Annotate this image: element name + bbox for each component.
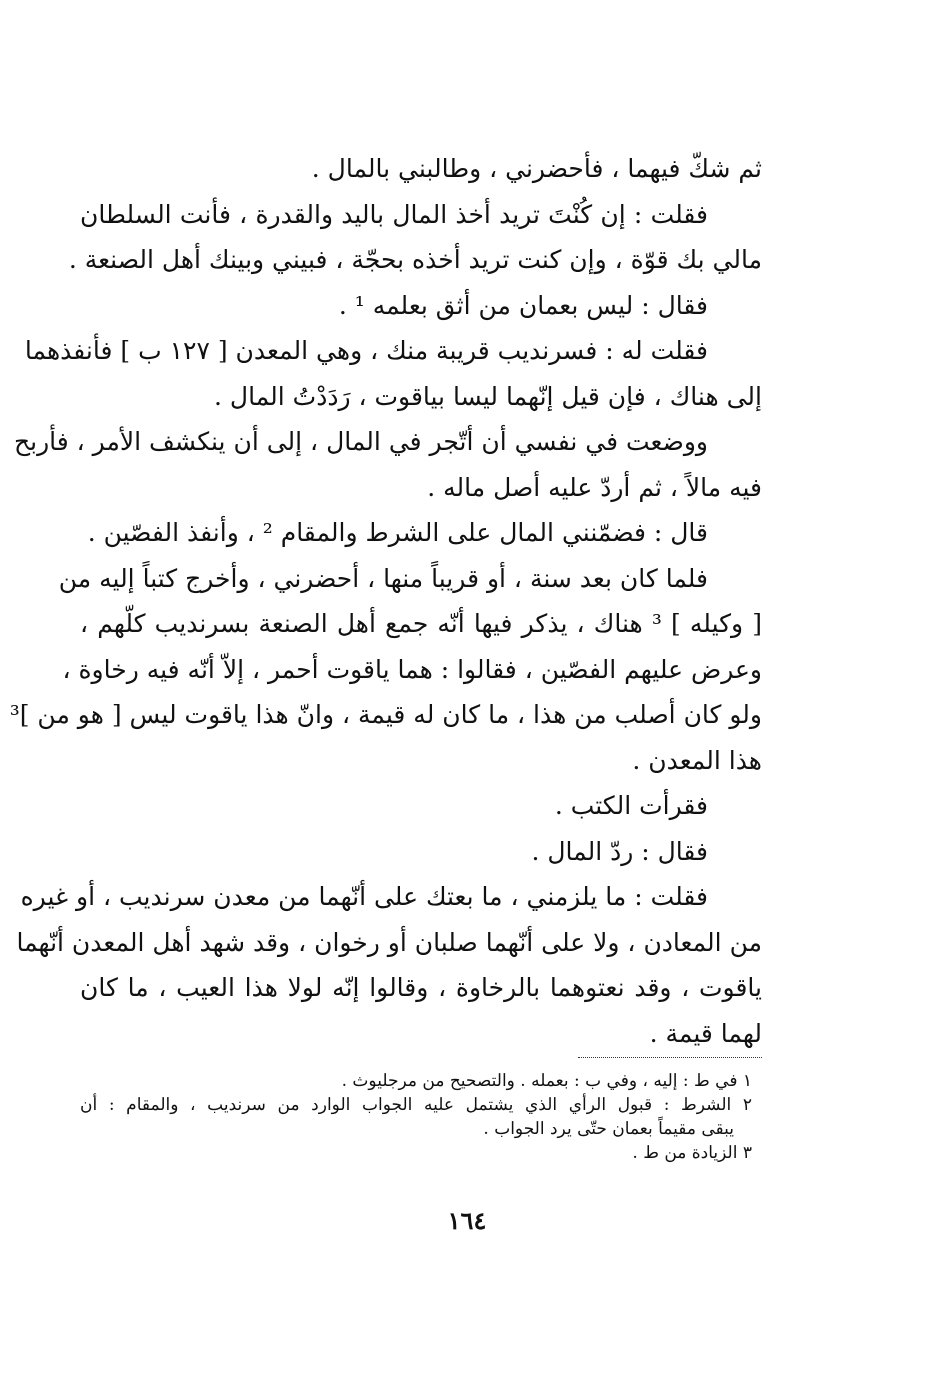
text-line: [ وكيله ] ³ هناك ، يذكر فيها أنّه جمع أهل الصنعة بسرنديب كلّهم ، — [80, 609, 762, 638]
text-line: ياقوت ، وقد نعتوهما بالرخاوة ، وقالوا إنّه لولا هذا العيب ، ما كان — [80, 973, 762, 1002]
footnote-line: ١ في ط : إليه ، وفي ب : بعمله . والتصحيح من مرجليوث . — [341, 1071, 752, 1091]
page-number: ١٦٤ — [447, 1206, 487, 1235]
text-line: إلى هناك ، فإن قيل إنّهما ليسا بياقوت ، رَدَدْتُ المال . — [214, 381, 762, 411]
footnotes — [80, 1069, 752, 1165]
text-line: فقلت له : فسرنديب قريبة منك ، وهي المعدن [ ١٢٧ ب ] فأنفذهما — [24, 336, 708, 365]
text-line: فقرأت الكتب . — [554, 791, 708, 820]
text-line: فقال : ردّ المال . — [531, 836, 708, 866]
text-line: ولو كان أصلب من هذا ، ما كان له قيمة ، وانّ هذا ياقوت ليس [ هو من ]³ — [9, 700, 762, 729]
text-line: هذا المعدن . — [632, 745, 762, 775]
text-line: ثم شكّ فيهما ، فأحضرني ، وطالبني بالمال . — [311, 154, 762, 183]
text-line: وعرض عليهم الفصّين ، فقالوا : هما ياقوت أحمر ، إلاّ أنّه فيه رخاوة ، — [62, 654, 762, 684]
text-line: قال : فضمّنني المال على الشرط والمقام ² ، وأنفذ الفصّين . — [87, 518, 708, 547]
text-line: فقلت : ما يلزمني ، ما بعتك على أنّهما من معدن سرنديب ، أو غيره — [20, 882, 708, 911]
footnote-divider — [578, 1057, 762, 1058]
text-line: من المعادن ، ولا على أنّهما صلبان أو رخوان ، وقد شهد أهل المعدن أنّهما — [16, 927, 762, 957]
footnote-line: ٢ الشرط : قبول الرأي الذي يشتمل عليه الجواب الوارد من سرنديب ، والمقام : أن — [80, 1095, 752, 1115]
body-text — [9, 146, 762, 1056]
text-line: فقال : ليس بعمان من أثق بعلمه ¹ . — [338, 290, 708, 320]
text-line: فلما كان بعد سنة ، أو قريباً منها ، أحضرني ، وأخرج كتباً إليه من — [58, 563, 708, 593]
text-line: مالي بك قوّة ، وإن كنت تريد أخذه بحجّة ، فبيني وبينك أهل الصنعة . — [68, 245, 762, 274]
footnote-line: ٣ الزيادة من ط . — [632, 1143, 752, 1163]
text-line: لهما قيمة . — [649, 1018, 762, 1048]
footnote-line: يبقى مقيماً بعمان حتّى يرد الجواب . — [483, 1119, 734, 1139]
text-line: ووضعت في نفسي أن أتّجر في المال ، إلى أن ينكشف الأمر ، فأربح — [13, 427, 708, 456]
text-line: فيه مالاً ، ثم أردّ عليه أصل ماله . — [427, 472, 762, 502]
text-line: فقلت : إن كُنْتَ تريد أخذ المال باليد والقدرة ، فأنت السلطان — [80, 199, 708, 229]
